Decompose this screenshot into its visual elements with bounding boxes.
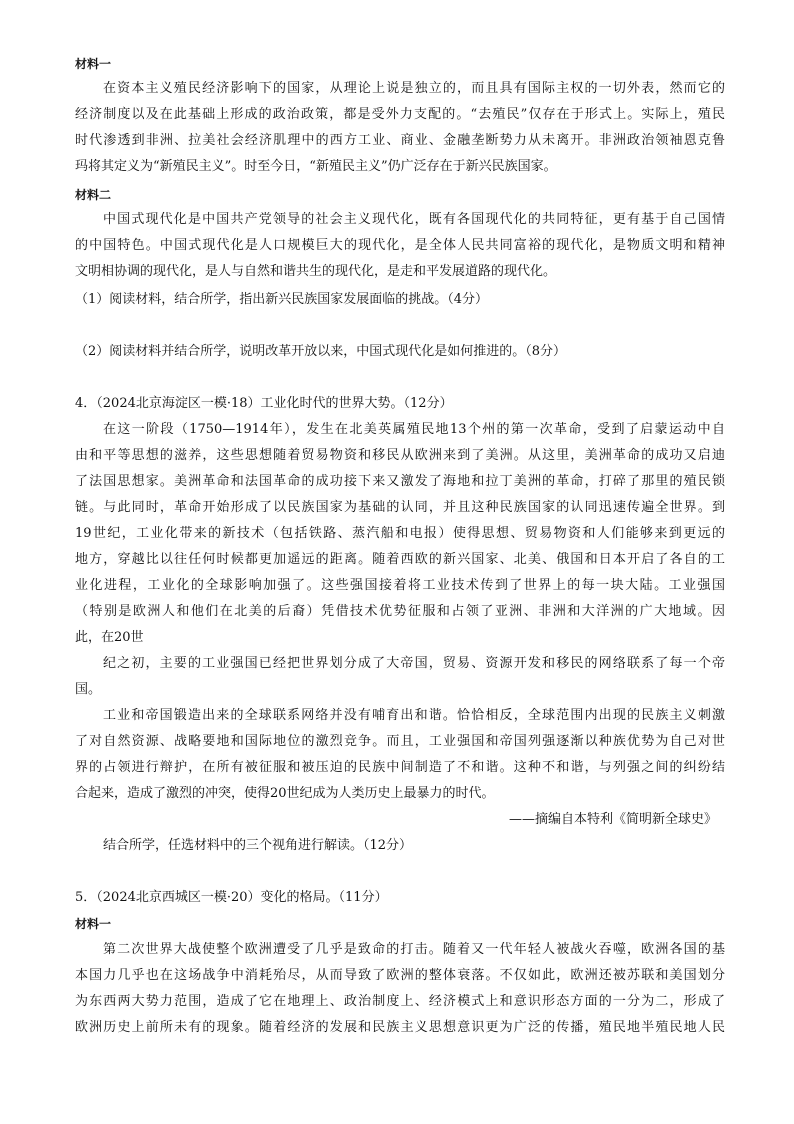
paragraph-line: 时代渗透到非洲、拉美社会经济肌理中的西方工业、商业、金融垄断势力从未离开。非洲政治领袖恩克鲁	[75, 133, 725, 148]
paragraph-line: 由和平等思想的滋养，这些思想随着贸易物资和移民从欧洲来到了美洲。从这里，美洲革命的成功又启迪	[75, 448, 725, 463]
paragraph-line: 第二次世界大战使整个欧洲遭受了几乎是致命的打击。随着又一代年轻人被战火吞噬，欧洲各国的基	[103, 942, 725, 957]
paragraph-line: 本国力几乎也在这场战争中消耗殆尽，从而导致了欧洲的整体衰落。不仅如此，欧洲还被苏联和美国划分	[75, 968, 725, 983]
paragraph-line: 19世纪，工业化带来的新技术（包括铁路、蒸汽船和电报）使得思想、贸易物资和人们能够来到更远的	[75, 526, 725, 541]
paragraph-line: 为东西两大势力范围，造成了它在地理上、政治制度上、经济模式上和意识形态方面的一分为二，形成了	[75, 994, 725, 1009]
source-citation: ——摘编自本特利《简明新全球史》	[508, 812, 717, 827]
paragraph-line: 界的占领进行辩护，在所有被征服和被压迫的民族中间制造了不和谐。这种不和谐，与列强之间的纠纷结	[75, 760, 725, 775]
paragraph-line: 地方，穿越比以往任何时候都更加遥远的距离。随着西欧的新兴国家、北美、俄国和日本开启了各自的工	[75, 552, 725, 567]
paragraph-line: 玛将其定义为“新殖民主义”。时至今日，“新殖民主义”仍广泛存在于新兴民族国家。	[75, 159, 557, 174]
paragraph-line: 工业和帝国锻造出来的全球联系网络并没有哺育出和谐。恰恰相反，全球范围内出现的民族主义刺激	[103, 708, 725, 723]
paragraph-line: 在资本主义殖民经济影响下的国家，从理论上说是独立的，而且具有国际主权的一切外表，然而它的	[103, 81, 725, 96]
paragraph-line: 链。与此同时，革命开始形成了以民族国家为基础的认同，并且这种民族国家的认同迅速传遍全世界。到	[75, 500, 725, 515]
paragraph-line: 文明相协调的现代化，是人与自然和谐共生的现代化，是走和平发展道路的现代化。	[75, 264, 557, 279]
question-5-title: 5．（2024北京西城区一模·20）变化的格局。（11分）	[75, 890, 388, 905]
paragraph-line: 业化进程，工业化的全球影响加强了。这些强国接着将工业技术传到了世界上的每一块大陆。工业强国	[75, 578, 725, 593]
paragraph-line: 经济制度以及在此基础上形成的政治政策，都是受外力支配的。“去殖民”仅存在于形式上。实际上，殖民	[75, 107, 725, 122]
paragraph-line: （特别是欧洲人和他们在北美的后裔）凭借技术优势征服和占领了亚洲、非洲和大洋洲的广大地域。因	[75, 604, 725, 619]
sub-question-1: （1）阅读材料，结合所学，指出新兴民族国家发展面临的挑战。（4分）	[75, 292, 489, 307]
material-1-label: 材料一	[75, 57, 112, 71]
paragraph-line: 了对自然资源、战略要地和国际地位的激烈竞争。而且，工业强国和帝国列强逐渐以种族优势为自己对世	[75, 734, 725, 749]
material-2-label: 材料二	[75, 188, 112, 202]
material-1-label: 材料一	[75, 917, 112, 931]
paragraph-line: 中国式现代化是中国共产党领导的社会主义现代化，既有各国现代化的共同特征，更有基于自己国情	[103, 212, 725, 227]
paragraph-line: 国。	[75, 682, 102, 697]
paragraph-line: 合起来，造成了激烈的冲突，使得20世纪成为人类历史上最暴力的时代。	[75, 786, 495, 801]
question-4-title: 4．（2024北京海淀区一模·18）工业化时代的世界大势。（12分）	[75, 396, 453, 411]
sub-question-2: （2）阅读材料并结合所学，说明改革开放以来，中国式现代化是如何推进的。（8分）	[75, 344, 567, 359]
question-4-prompt: 结合所学，任选材料中的三个视角进行解读。（12分）	[103, 838, 413, 853]
paragraph-line: 在这一阶段（1750—1914年），发生在北美英属殖民地13个州的第一次革命，受到了启蒙运动中自	[103, 422, 725, 437]
paragraph-line: 了法国思想家。美洲革命和法国革命的成功接下来又激发了海地和拉丁美洲的革命，打碎了那里的殖民锁	[75, 474, 725, 489]
paragraph-line: 纪之初，主要的工业强国已经把世界划分成了大帝国，贸易、资源开发和移民的网络联系了每一个帝	[103, 656, 725, 671]
paragraph-line: 此，在20世	[75, 630, 144, 645]
paragraph-line: 欧洲历史上前所未有的现象。随着经济的发展和民族主义思想意识更为广泛的传播，殖民地半殖民地人民	[75, 1020, 725, 1035]
paragraph-line: 的中国特色。中国式现代化是人口规模巨大的现代化，是全体人民共同富裕的现代化，是物质文明和精神	[75, 238, 725, 253]
